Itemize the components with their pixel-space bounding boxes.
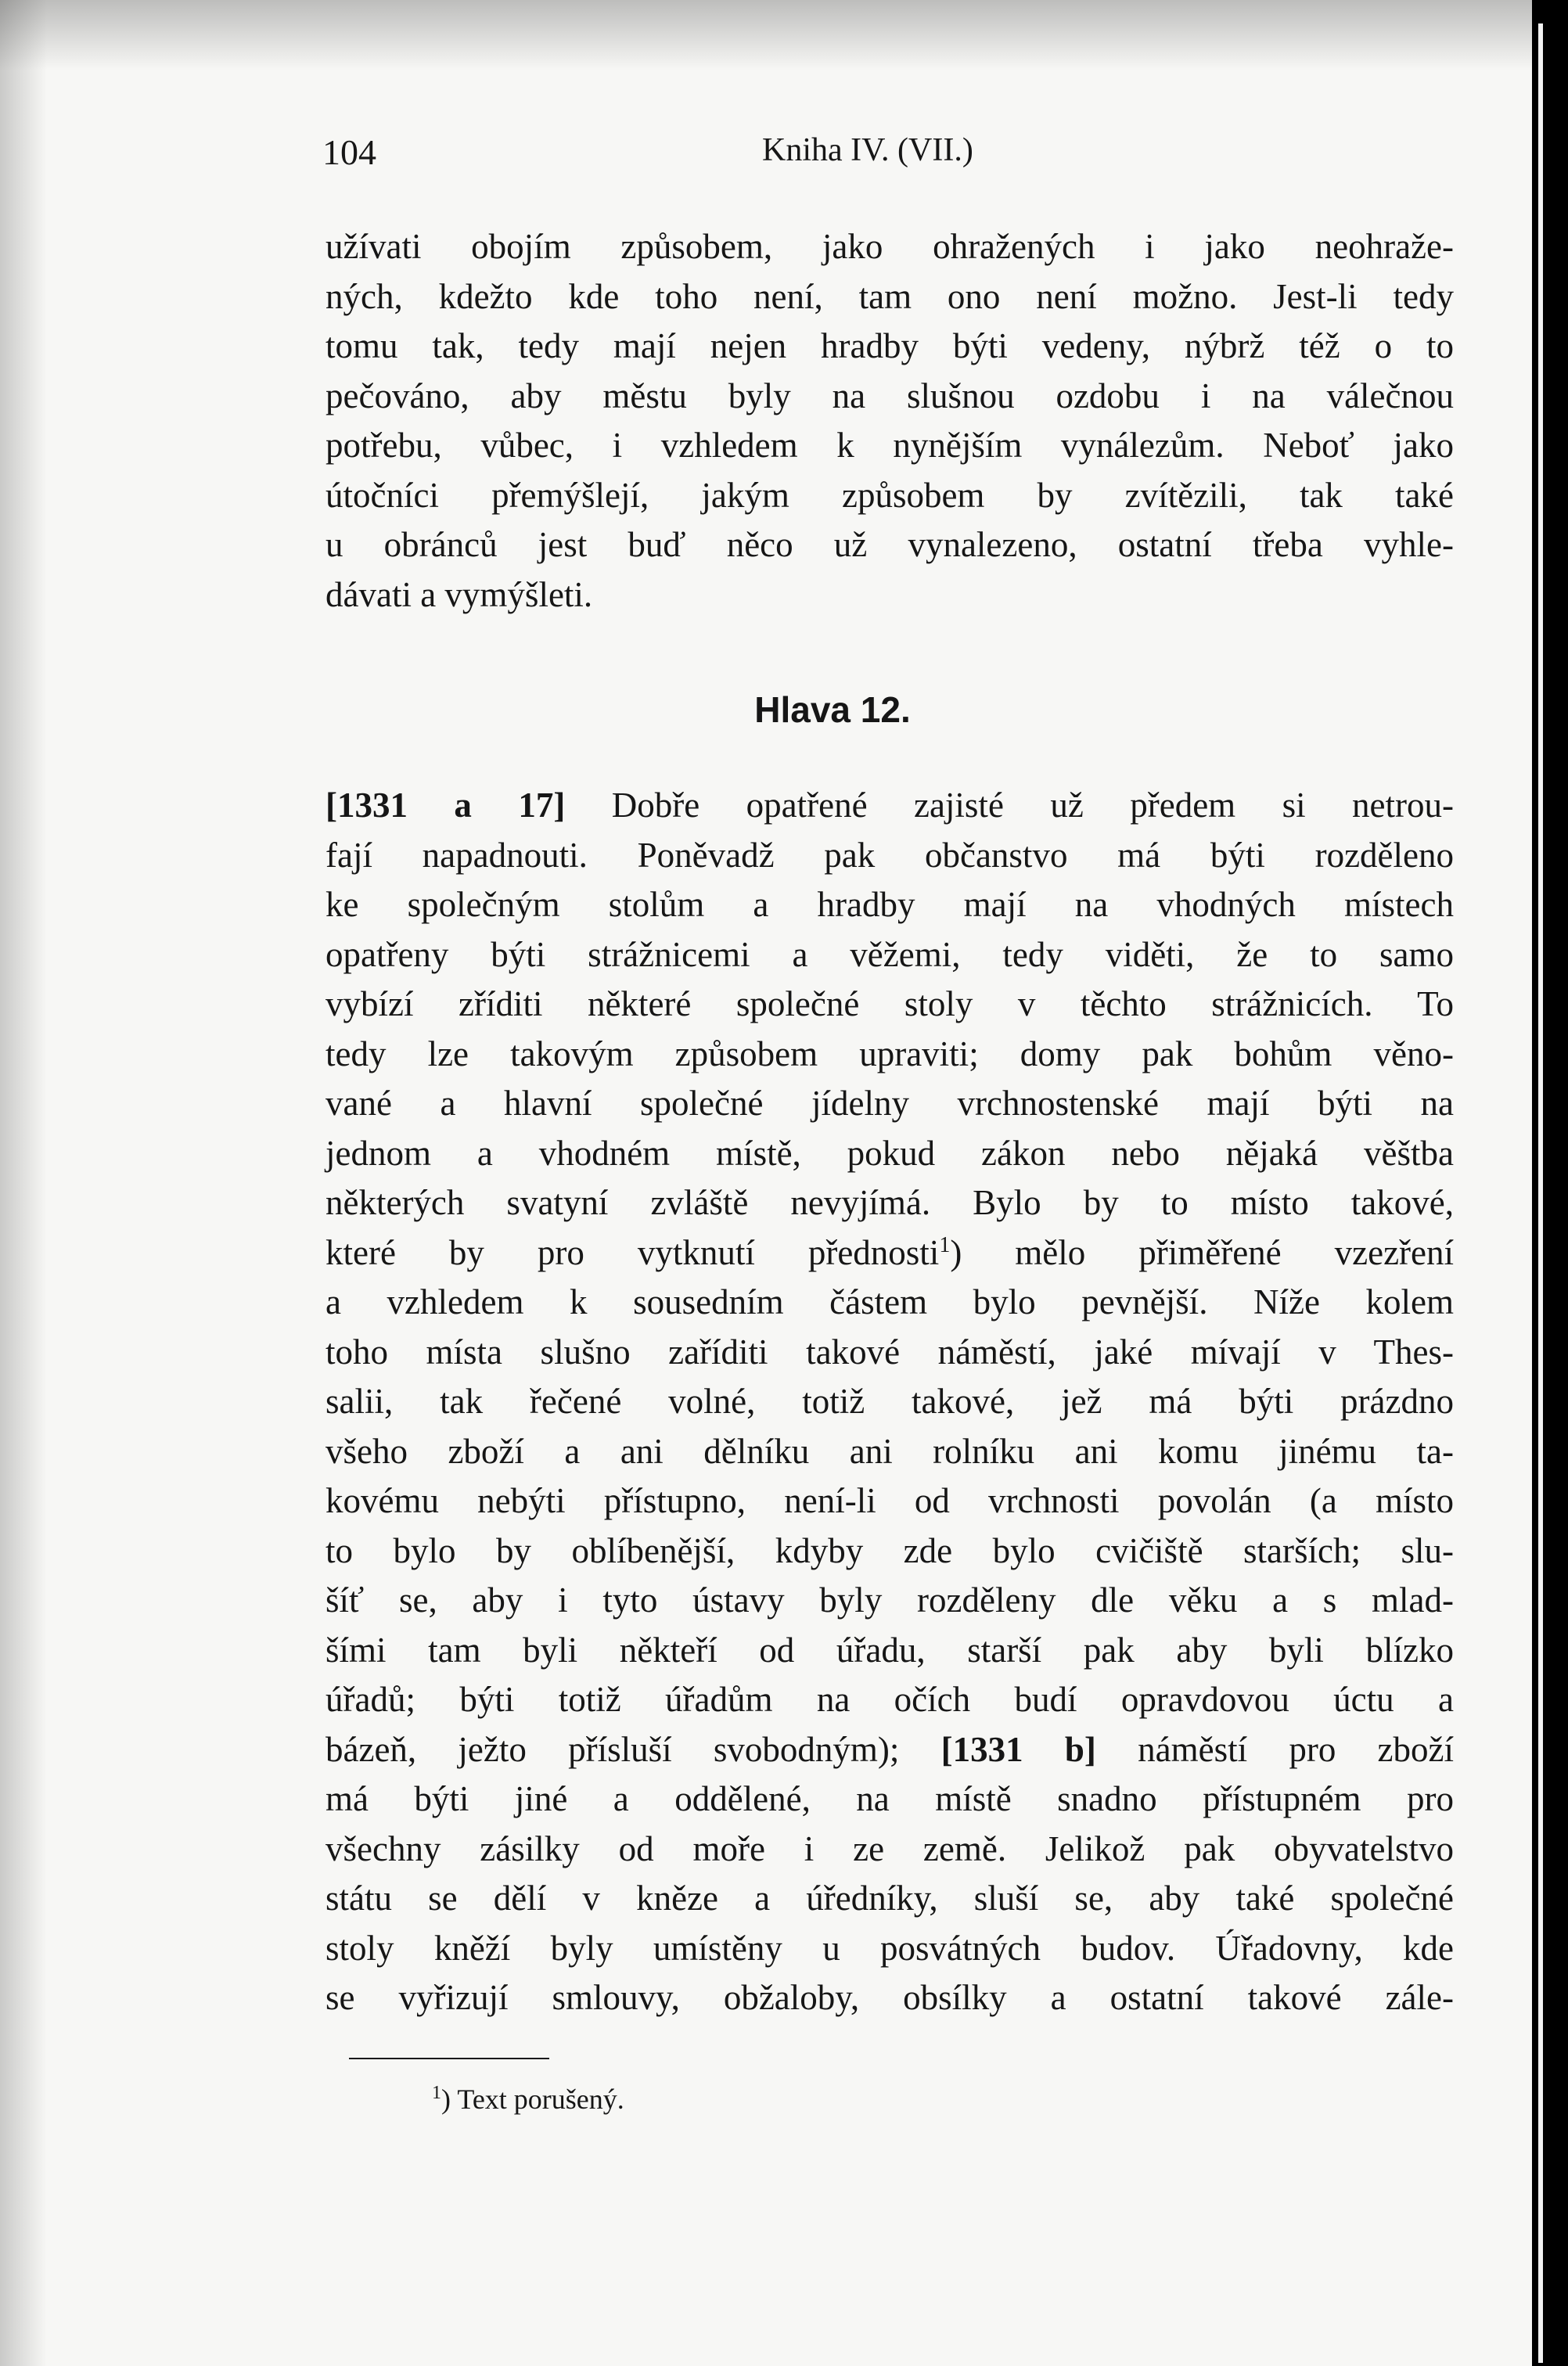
text-line: jednom a vhodném místě, pokud zákon nebo nějaká věštba [325, 1133, 1454, 1173]
text-line: útočníci přemýšlejí, jakým způsobem by zvítězili, tak také [325, 475, 1454, 515]
text-line: šími tam byli někteří od úřadu, starší pak aby byli blízko [325, 1630, 1454, 1670]
footnote-reference: 1 [939, 1232, 951, 1257]
text-line: vybízí zříditi některé společné stoly v těchto strážnicích. To [325, 984, 1454, 1023]
text-line: dávati a vymýšleti. [325, 574, 593, 614]
text-line: opatřeny býti strážnicemi a věžemi, tedy viděti, že to samo [325, 934, 1454, 974]
footnote-divider [349, 2058, 549, 2059]
text-line: toho místa slušno zaříditi takové náměstí, jaké mívají v Thes- [325, 1332, 1454, 1372]
bekker-marker: [1331 b] [940, 1729, 1096, 1769]
running-head [322, 131, 1455, 178]
footnote-text: ) Text porušený. [441, 2084, 624, 2115]
text-line: vané a hlavní společné jídelny vrchnostenské mají býti na [325, 1084, 1454, 1123]
footnote-mark: 1 [432, 2083, 441, 2103]
page-number: 104 [322, 132, 376, 172]
text-line [325, 1228, 1454, 1278]
text-segment: ) mělo přiměřené vzezření [950, 1232, 1454, 1272]
text-line: tomu tak, tedy mají nejen hradby býti vedeny, nýbrž též o to [325, 326, 1454, 365]
text-line: a vzhledem k sousedním částem bylo pevnější. Níže kolem [325, 1282, 1454, 1321]
text-line: potřebu, vůbec, i vzhledem k nynějším vynálezům. Neboť jako [325, 426, 1454, 465]
text-segment: náměstí pro zboží [1095, 1729, 1455, 1769]
text-line: šíť se, aby i tyto ústavy byly rozděleny dle věku a s mlad- [325, 1580, 1454, 1620]
scan-edge-border [1532, 0, 1568, 2366]
text-line: všeho zboží a ani dělníku ani rolníku ani komu jinému ta- [325, 1431, 1454, 1471]
text-line: úřadů; býti totiž úřadům na očích budí opravdovou úctu a [325, 1680, 1454, 1719]
text-line [325, 1725, 1454, 1775]
text-line: má býti jiné a oddělené, na místě snadno přístupném pro [325, 1779, 1454, 1818]
footnote [432, 2083, 624, 2116]
bekker-marker: [1331 a 17] [325, 786, 566, 825]
text-line: státu se dělí v kněze a úředníky, sluší se, aby také společné [325, 1879, 1454, 1918]
text-line: fají napadnouti. Poněvadž pak občanstvo má býti rozděleno [325, 835, 1454, 875]
page-shadow-top [0, 0, 1532, 70]
text-segment: bázeň, ježto přísluší svobodným); [325, 1729, 941, 1769]
text-line: ných, kdežto kde toho není, tam ono není možno. Jest-li tedy [325, 276, 1454, 316]
text-line: tedy lze takovým způsobem upraviti; domy pak bohům věno- [325, 1034, 1454, 1073]
text-line: to bylo by oblíbenější, kdyby zde bylo cvičiště starších; slu- [325, 1530, 1454, 1570]
text-line: stoly kněží byly umístěny u posvátných budov. Úřadovny, kde [325, 1928, 1454, 1968]
text-line [325, 781, 1454, 831]
page-shadow-left [0, 0, 47, 2366]
text-segment: které by pro vytknutí přednosti [325, 1232, 940, 1272]
text-line: některých svatyní zvláště nevyjímá. Bylo by to místo takové, [325, 1183, 1454, 1222]
text-line: užívati obojím způsobem, jako ohražených i jako neohraže- [325, 227, 1454, 266]
text-line: kovému nebýti přístupno, není-li od vrchnosti povolán (a místo [325, 1481, 1454, 1520]
text-line: ke společným stolům a hradby mají na vhodných místech [325, 885, 1454, 924]
page-edge-stripe [1538, 23, 1543, 2363]
text-line: u obránců jest buď něco už vynalezeno, ostatní třeba vyhle- [325, 525, 1454, 564]
text-line: všechny zásilky od moře i ze země. Jelikož pak obyvatelstvo [325, 1828, 1454, 1868]
book-title: Kniha IV. (VII.) [762, 132, 973, 168]
text-line: pečováno, aby městu byly na slušnou ozdobu i na válečnou [325, 376, 1454, 415]
chapter-heading: Hlava 12. [754, 689, 911, 730]
paragraph-1 [325, 222, 1454, 620]
text-line: se vyřizují smlouvy, obžaloby, obsílky a ostatní takové zále- [325, 1978, 1454, 2017]
text-line: salii, tak řečené volné, totiž takové, jež má býti prázdno [325, 1382, 1454, 1421]
text-segment: Dobře opatřené zajisté už předem si netrou- [565, 786, 1454, 825]
paragraph-2 [325, 781, 1454, 2023]
